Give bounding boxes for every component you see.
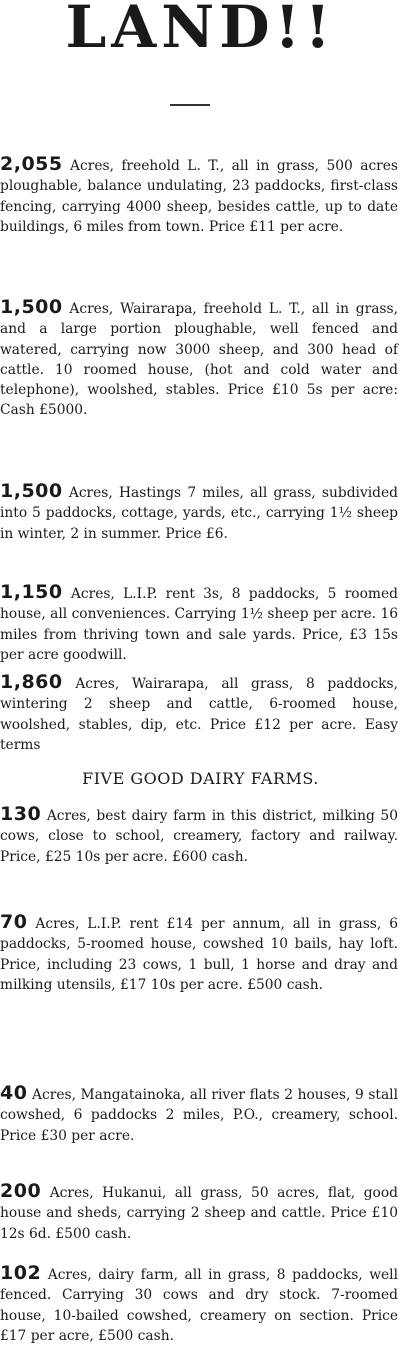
listing (0, 1181, 398, 1244)
listing-text: Acres, Hastings 7 miles, all grass, subdivided into 5 paddocks, cottage, yards, etc., carrying 1½ sheep in winter, 2 in summer. Price £6. (0, 485, 398, 542)
page-title: LAND!! (65, 0, 336, 61)
listing-text: Acres, dairy farm, all in grass, 8 paddocks, well fenced. Carrying 30 cows and dry stock. 7-roomed house, 10-bailed cowshed, creamery on section. Price £17 per acre, £500 cash. (0, 1267, 399, 1344)
listing (0, 804, 398, 867)
listing-acreage: 130 (0, 803, 42, 825)
listing-text: Acres, Hukanui, all grass, 50 acres, flat, good house and sheds, carrying 2 sheep and cattle. Price £10 12s 6d. £500 cash. (0, 1185, 398, 1242)
listing-acreage: 40 (0, 1082, 28, 1104)
listing-text: Acres, Wairarapa, all grass, 8 paddocks, wintering 2 sheep and cattle, 6-roomed house, woolshed, stables, dip, etc. Price £12 per acre. Easy terms (0, 676, 398, 753)
section-heading: FIVE GOOD DAIRY FARMS. (82, 769, 319, 788)
listing-acreage: 1,500 (0, 480, 63, 502)
listing (0, 582, 398, 665)
title-divider (170, 104, 210, 106)
listing-text: Acres, L.I.P. rent 3s, 8 paddocks, 5 roomed house, all conveniences. Carrying 1½ sheep per acre. 16 miles from thriving town and sale yards. Price, £3 15s per acre goodwill. (0, 586, 398, 663)
listing-text: Acres, Mangatainoka, all river flats 2 houses, 9 stall cowshed, 6 paddocks 2 miles, P.O., creamery, school. Price £30 per acre. (0, 1087, 398, 1144)
listing-acreage: 102 (0, 1262, 42, 1284)
listing-acreage: 1,500 (0, 296, 63, 318)
listing-acreage: 1,860 (0, 671, 63, 693)
listing (0, 154, 398, 237)
listing (0, 481, 398, 544)
listing (0, 1083, 398, 1146)
listing-text: Acres, freehold L. T., all in grass, 500 acres ploughable, balance undulating, 23 paddocks, first-class fencing, carrying 4000 sheep, besides cattle, up to date buildings, 6 miles from town. Price £11 per acre. (0, 158, 399, 235)
listing (0, 1263, 398, 1346)
listing-acreage: 2,055 (0, 153, 63, 175)
listing (0, 297, 398, 421)
listing-text: Acres, best dairy farm in this district, milking 50 cows, close to school, creamery, factory and railway. Price, £25 10s per acre. £600 cash. (0, 808, 398, 865)
listing-text: Acres, Wairarapa, freehold L. T., all in grass, and a large portion ploughable, well fenced and watered, carrying now 3000 sheep, and 300 head of cattle. 10 roomed house, (hot and cold water and telephone), woolshed, stables. Price £10 5s per acre: Cash £5000. (0, 301, 398, 419)
listing-acreage: 1,150 (0, 581, 63, 603)
listing (0, 672, 398, 755)
listing (0, 912, 398, 995)
listing-acreage: 200 (0, 1180, 42, 1202)
listing-text: Acres, L.I.P. rent £14 per annum, all in grass, 6 paddocks, 5-roomed house, cowshed 10 bails, hay loft. Price, including 23 cows, 1 bull, 1 horse and dray and milking utensils, £17 10s per acre. £500 cash. (0, 916, 398, 993)
listing-acreage: 70 (0, 911, 28, 933)
